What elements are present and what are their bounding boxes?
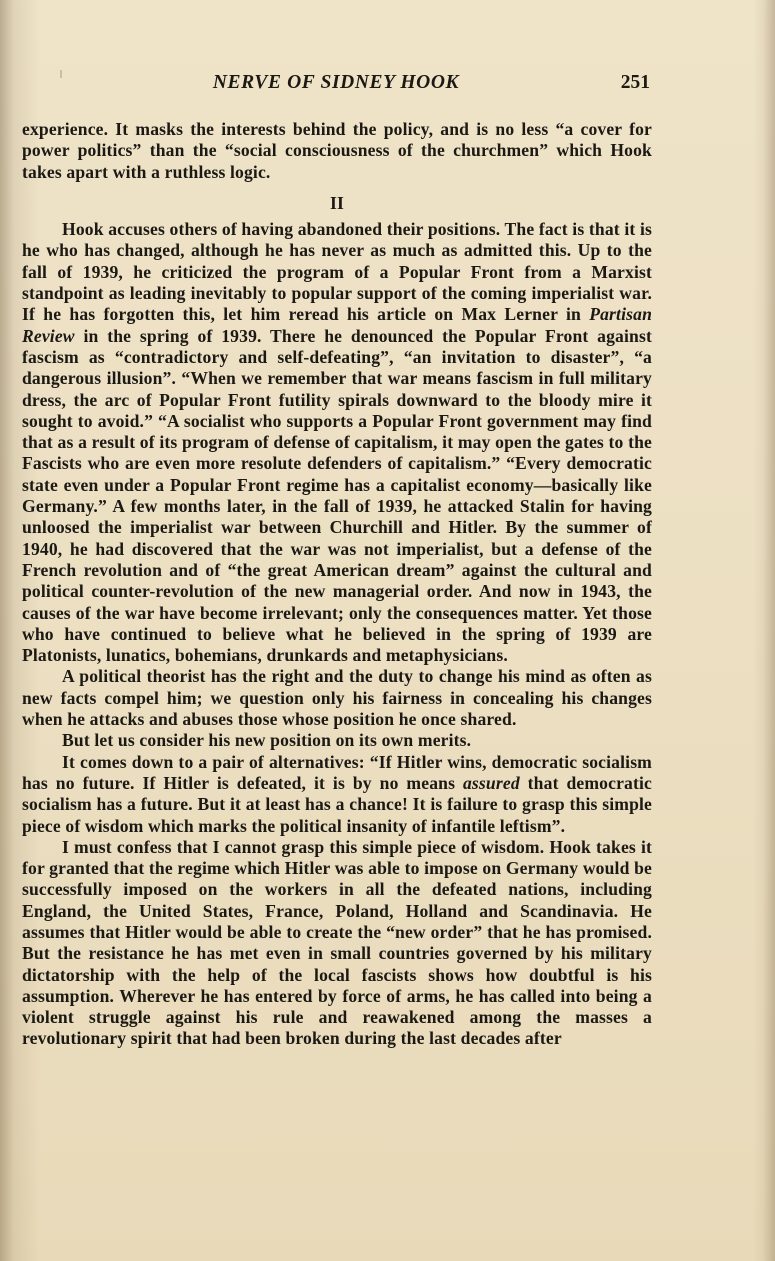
paragraph-continuation: experience. It masks the interests behind the policy, and is no less “a cover for power politics” than the “social consciousness of the churchmen” which Hook takes apart with a ruthless logic.	[22, 119, 652, 182]
running-title: NERVE OF SIDNEY HOOK	[212, 72, 460, 93]
paragraph: A political theorist has the right and the duty to change his mind as often as new facts compel him; we question only his fairness in concealing his changes when he attacks and abuses those whose position he once shared.	[22, 666, 652, 730]
paragraph: I must confess that I cannot grasp this simple piece of wisdom. Hook takes it for granted that the regime which Hitler was able to impose on Germany would be successfully imposed on the workers in all the defeated nations, including England, the United States, France, Poland, Holland and Scandinavia. He assumes that Hitler would be able to create the “new order” that he has promised. But the resistance he has met even in small countries governed by his military dictatorship with the help of the local fascists shows how doubtful is his assumption. Wherever he has entered by force of arms, he has called into being a violent struggle against his rule and reawakened among the masses a revolutionary spirit that had been broken during the last decades after	[22, 836, 652, 1049]
paragraph	[22, 219, 652, 666]
section-heading: II	[330, 192, 344, 213]
journal-title: Partisan Review	[22, 304, 652, 346]
paragraph: But let us consider his new position on its own merits.	[62, 730, 472, 751]
paragraph-text: Hook accuses others of having abandoned their positions. The fact is that it is he who has changed, although he has never as much as admitted this. Up to the fall of 1939, he criticized the program of a Popular Front from a Marxist standpoint as leading inevitably to popular support of the coming imperialist war. If he has forgotten this, let him reread his article on Max Lerner in	[22, 219, 652, 325]
body-text	[22, 119, 652, 1050]
emphasized-word: assured	[462, 772, 520, 793]
paragraph-text: in the spring of 1939. There he denounced the Popular Front against fascism as “contradictory and self-defeating”, “an invitation to disaster”, “a dangerous illusion”. “When we remember that war means fascism in full military dress, the arc of Popular Front futility spirals downward to the bloody mire it sought to avoid.” “A socialist who supports a Popular Front government may find that as a result of its program of defense of capitalism, it may open the gates to the Fascists who are even more resolute defenders of capitalism.” “Every democratic state even under a Popular Front regime has a capitalist economy—basically like Germany.” A few months later, in the fall of 1939, he attacked Stalin for having unloosed the imperialist war between Churchill and Hitler. By the summer of 1940, he had discovered that the war was not imperialist, but a defense of the French revolution and of “the great American dream” against the cultural and political counter-revolution of the new managerial order. And now in 1943, the causes of the war have become irrelevant; only the consequences matter. Yet those who have continued to believe what he believed in the spring of 1939 are Platonists, lunatics, bohemians, drunkards and metaphysicians.	[22, 325, 652, 666]
paragraph-text: that democratic socialism has a future. But it at least has a chance! It is failure to grasp this simple piece of wisdom which marks the political insanity of infantile leftism”.	[22, 772, 652, 836]
page-number: 251	[620, 72, 650, 93]
paragraph	[22, 752, 652, 837]
page-header	[22, 72, 650, 100]
paragraph-text: It comes down to a pair of alternatives: “If Hitler wins, democratic socialism has no future. If Hitler is defeated, it is by no means	[22, 751, 652, 793]
